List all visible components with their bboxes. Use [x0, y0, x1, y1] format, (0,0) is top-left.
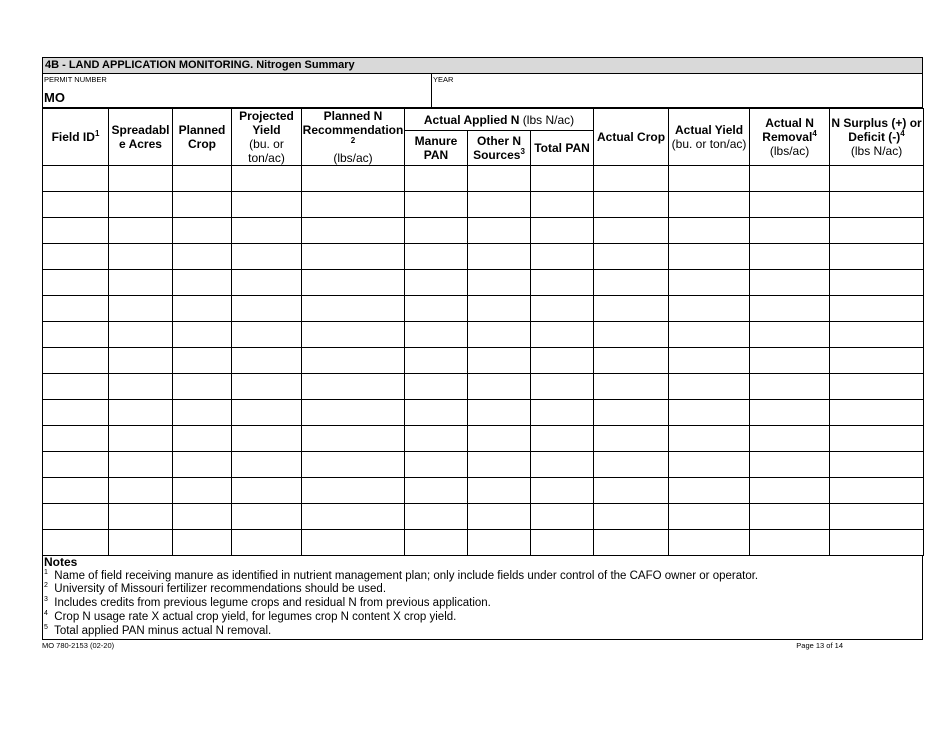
table-row: [43, 504, 924, 530]
nitrogen-summary-form: [42, 57, 923, 650]
header-field-id: Field $ID^1$: [43, 109, 109, 166]
table-cell[interactable]: [302, 452, 405, 478]
table-cell[interactable]: [405, 348, 468, 374]
note-5: $^5$ Total applied PAN minus actual N removal.: [44, 623, 272, 637]
table-row: [43, 244, 924, 270]
table-cell[interactable]: [302, 426, 405, 452]
table-cell[interactable]: [232, 192, 302, 218]
table-cell[interactable]: [594, 244, 669, 270]
table-cell[interactable]: [405, 452, 468, 478]
table-cell[interactable]: [830, 452, 924, 478]
notes-section: [42, 556, 923, 640]
table-row: [43, 270, 924, 296]
table-cell[interactable]: [531, 296, 594, 322]
table-cell[interactable]: [594, 348, 669, 374]
table-cell[interactable]: [594, 296, 669, 322]
table-row: [43, 166, 924, 192]
table-cell[interactable]: [109, 504, 173, 530]
table-cell[interactable]: [302, 400, 405, 426]
table-cell[interactable]: [669, 218, 750, 244]
table-cell[interactable]: [43, 504, 109, 530]
table-cell[interactable]: [750, 270, 830, 296]
table-cell[interactable]: [232, 374, 302, 400]
table-cell[interactable]: [302, 296, 405, 322]
table-row: [43, 400, 924, 426]
table-cell[interactable]: [405, 244, 468, 270]
table-cell[interactable]: [468, 322, 531, 348]
table-row: [43, 322, 924, 348]
table-cell[interactable]: [109, 478, 173, 504]
table-cell[interactable]: [232, 218, 302, 244]
table-cell[interactable]: [468, 348, 531, 374]
header-spreadable-acres: Spreadabl e Acres: [109, 109, 173, 166]
table-cell[interactable]: [173, 322, 232, 348]
table-cell[interactable]: [405, 270, 468, 296]
table-cell[interactable]: [669, 166, 750, 192]
table-cell[interactable]: [405, 400, 468, 426]
table-cell[interactable]: [531, 322, 594, 348]
header-manure-pan: Manure PAN: [405, 131, 468, 166]
table-cell[interactable]: [830, 426, 924, 452]
table-cell[interactable]: [830, 400, 924, 426]
notes-title: Notes: [44, 555, 78, 569]
table-cell[interactable]: [302, 192, 405, 218]
table-cell[interactable]: [405, 296, 468, 322]
table-cell[interactable]: [43, 478, 109, 504]
table-cell[interactable]: [830, 478, 924, 504]
table-cell[interactable]: [173, 192, 232, 218]
table-cell[interactable]: [750, 452, 830, 478]
table-cell[interactable]: [594, 504, 669, 530]
table-cell[interactable]: [750, 504, 830, 530]
table-cell[interactable]: [468, 218, 531, 244]
header-actual-yield: Actual Yield (bu. or ton/ac): [669, 109, 750, 166]
table-cell[interactable]: [750, 218, 830, 244]
table-cell[interactable]: [109, 270, 173, 296]
table-cell[interactable]: [669, 426, 750, 452]
table-cell[interactable]: [531, 192, 594, 218]
table-cell[interactable]: [232, 270, 302, 296]
table-cell[interactable]: [109, 244, 173, 270]
table-cell[interactable]: [468, 374, 531, 400]
header-projected-yield: Projected Yield (bu. or ton/ac): [232, 109, 302, 166]
table-cell[interactable]: [302, 348, 405, 374]
header-planned-crop: Planned Crop: [173, 109, 232, 166]
table-cell[interactable]: [669, 400, 750, 426]
table-cell[interactable]: [750, 426, 830, 452]
table-cell[interactable]: [173, 296, 232, 322]
table-cell[interactable]: [669, 374, 750, 400]
table-cell[interactable]: [669, 244, 750, 270]
table-cell[interactable]: [43, 452, 109, 478]
table-cell[interactable]: [232, 166, 302, 192]
table-cell[interactable]: [302, 478, 405, 504]
table-cell[interactable]: [669, 504, 750, 530]
permit-number-label: PERMIT NUMBER: [44, 75, 107, 84]
table-cell[interactable]: [232, 296, 302, 322]
table-cell[interactable]: [531, 166, 594, 192]
permit-year-row: [42, 73, 923, 108]
table-cell[interactable]: [43, 322, 109, 348]
table-cell[interactable]: [531, 244, 594, 270]
table-row: [43, 192, 924, 218]
table-cell[interactable]: [594, 426, 669, 452]
table-cell[interactable]: [173, 400, 232, 426]
table-cell[interactable]: [468, 478, 531, 504]
table-cell[interactable]: [173, 218, 232, 244]
table-cell[interactable]: [468, 244, 531, 270]
table-cell[interactable]: [750, 374, 830, 400]
table-cell[interactable]: [830, 374, 924, 400]
table-row: [43, 348, 924, 374]
table-cell[interactable]: [468, 296, 531, 322]
table-cell[interactable]: [750, 530, 830, 556]
table-cell[interactable]: [468, 452, 531, 478]
table-cell[interactable]: [531, 426, 594, 452]
table-cell[interactable]: [109, 400, 173, 426]
table-cell[interactable]: [669, 270, 750, 296]
table-cell[interactable]: [750, 166, 830, 192]
table-cell[interactable]: [109, 322, 173, 348]
table-cell[interactable]: [405, 478, 468, 504]
table-cell[interactable]: [43, 348, 109, 374]
table-cell[interactable]: [43, 166, 109, 192]
table-cell[interactable]: [830, 244, 924, 270]
table-cell[interactable]: [232, 322, 302, 348]
table-cell[interactable]: [405, 504, 468, 530]
table-row: [43, 374, 924, 400]
header-surplus-deficit: N Surplus (+) or Deficit $(-)^4$ (lbs N/ac): [830, 109, 924, 166]
note-1: $^1$ Name of field receiving manure as identified in nutrient management plan; only include fields under control of the CAFO owner or operator.: [44, 568, 759, 582]
table-cell[interactable]: [594, 192, 669, 218]
note-3: $^3$ Includes credits from previous legume crops and residual N from previous application.: [44, 596, 491, 610]
table-cell[interactable]: [750, 478, 830, 504]
table-cell[interactable]: [594, 530, 669, 556]
page-footer: [42, 641, 923, 650]
table-cell[interactable]: [109, 192, 173, 218]
table-cell[interactable]: [109, 296, 173, 322]
table-cell[interactable]: [830, 504, 924, 530]
note-2: $^2$ University of Missouri fertilizer recommendations should be used.: [44, 582, 387, 596]
table-cell[interactable]: [109, 452, 173, 478]
table-cell[interactable]: [109, 166, 173, 192]
table-cell[interactable]: [594, 218, 669, 244]
table-cell[interactable]: [669, 296, 750, 322]
table-cell[interactable]: [302, 270, 405, 296]
table-cell[interactable]: [109, 348, 173, 374]
table-cell[interactable]: [232, 400, 302, 426]
table-cell[interactable]: [594, 452, 669, 478]
table-row: [43, 218, 924, 244]
table-cell[interactable]: [594, 400, 669, 426]
table-cell[interactable]: [302, 322, 405, 348]
table-cell[interactable]: [405, 530, 468, 556]
table-cell[interactable]: [594, 374, 669, 400]
table-cell[interactable]: [531, 218, 594, 244]
table-cell[interactable]: [405, 426, 468, 452]
header-planned-n: Planned N Recommendation $^2$ (lbs/ac): [302, 109, 404, 165]
table-cell[interactable]: [594, 270, 669, 296]
table-cell[interactable]: [531, 348, 594, 374]
table-row: [43, 478, 924, 504]
table-cell[interactable]: [669, 530, 750, 556]
table-cell[interactable]: [750, 400, 830, 426]
table-cell[interactable]: [232, 504, 302, 530]
page-number: Page 13 of 14: [796, 641, 843, 650]
table-cell[interactable]: [43, 218, 109, 244]
table-cell[interactable]: [531, 478, 594, 504]
table-cell[interactable]: [232, 426, 302, 452]
table-cell[interactable]: [232, 478, 302, 504]
table-cell[interactable]: [173, 530, 232, 556]
table-cell[interactable]: [594, 166, 669, 192]
table-cell[interactable]: [173, 244, 232, 270]
table-cell[interactable]: [232, 348, 302, 374]
table-cell[interactable]: [750, 322, 830, 348]
permit-number-field[interactable]: [43, 74, 432, 107]
table-cell[interactable]: [468, 426, 531, 452]
table-cell[interactable]: [669, 452, 750, 478]
permit-number-value: MO: [44, 90, 65, 105]
table-cell[interactable]: [173, 166, 232, 192]
table-cell[interactable]: [232, 244, 302, 270]
table-cell[interactable]: [669, 478, 750, 504]
header-actual-applied-n: Actual Applied N (lbs N/ac): [405, 109, 594, 131]
table-cell[interactable]: [750, 244, 830, 270]
table-cell[interactable]: [468, 192, 531, 218]
table-cell[interactable]: [468, 270, 531, 296]
table-cell[interactable]: [750, 296, 830, 322]
table-cell[interactable]: [232, 530, 302, 556]
table-cell[interactable]: [173, 426, 232, 452]
table-cell[interactable]: [302, 218, 405, 244]
table-cell[interactable]: [173, 452, 232, 478]
note-4: $^4$ Crop N usage rate X actual crop yield, for legumes crop N content X crop yield.: [44, 609, 457, 623]
year-field[interactable]: [432, 74, 922, 107]
table-cell[interactable]: [405, 322, 468, 348]
table-cell[interactable]: [43, 270, 109, 296]
table-cell[interactable]: [531, 374, 594, 400]
table-cell[interactable]: [669, 322, 750, 348]
table-cell[interactable]: [405, 192, 468, 218]
table-cell[interactable]: [531, 530, 594, 556]
table-cell[interactable]: [750, 192, 830, 218]
table-cell[interactable]: [173, 270, 232, 296]
data-rows: [43, 166, 924, 556]
table-cell[interactable]: [302, 244, 405, 270]
year-label: YEAR: [433, 75, 454, 84]
table-cell[interactable]: [594, 478, 669, 504]
table-cell[interactable]: [43, 192, 109, 218]
table-cell[interactable]: [173, 504, 232, 530]
table-cell[interactable]: [830, 530, 924, 556]
table-cell[interactable]: [43, 530, 109, 556]
header-actual-crop: Actual Crop: [594, 109, 669, 166]
table-cell[interactable]: [173, 348, 232, 374]
table-cell[interactable]: [468, 166, 531, 192]
table-cell[interactable]: [302, 504, 405, 530]
table-cell[interactable]: [109, 426, 173, 452]
table-cell[interactable]: [405, 374, 468, 400]
nitrogen-summary-table: [42, 108, 924, 556]
table-cell[interactable]: [232, 452, 302, 478]
table-cell[interactable]: [405, 218, 468, 244]
table-cell[interactable]: [109, 530, 173, 556]
table-cell[interactable]: [468, 530, 531, 556]
section-title: 4B - LAND APPLICATION MONITORING. Nitrogen Summary: [42, 57, 923, 73]
table-cell[interactable]: [750, 348, 830, 374]
table-cell[interactable]: [531, 400, 594, 426]
table-row: [43, 530, 924, 556]
table-cell[interactable]: [531, 270, 594, 296]
table-cell[interactable]: [302, 530, 405, 556]
table-cell[interactable]: [43, 296, 109, 322]
table-cell[interactable]: [173, 478, 232, 504]
header-total-pan: Total PAN: [531, 131, 594, 166]
table-row: [43, 296, 924, 322]
table-cell[interactable]: [109, 218, 173, 244]
table-cell[interactable]: [43, 374, 109, 400]
table-cell[interactable]: [405, 166, 468, 192]
table-cell[interactable]: [109, 374, 173, 400]
header-other-n-sources: Other N Sources$^3$: [468, 131, 531, 166]
header-actual-n-removal: Actual N Removal$^4$ (lbs/ac): [750, 109, 830, 166]
table-cell[interactable]: [830, 296, 924, 322]
table-cell[interactable]: [830, 348, 924, 374]
table-cell[interactable]: [302, 374, 405, 400]
table-cell[interactable]: [531, 452, 594, 478]
table-cell[interactable]: [173, 374, 232, 400]
table-cell[interactable]: [830, 166, 924, 192]
table-cell[interactable]: [302, 166, 405, 192]
table-cell[interactable]: [830, 218, 924, 244]
table-cell[interactable]: [531, 504, 594, 530]
table-cell[interactable]: [43, 400, 109, 426]
table-cell[interactable]: [830, 322, 924, 348]
table-cell[interactable]: [43, 426, 109, 452]
table-cell[interactable]: [43, 244, 109, 270]
table-cell[interactable]: [468, 504, 531, 530]
table-cell[interactable]: [468, 400, 531, 426]
table-cell[interactable]: [594, 322, 669, 348]
form-number: MO 780-2153 (02-20): [42, 641, 115, 650]
table-cell[interactable]: [830, 192, 924, 218]
table-cell[interactable]: [669, 348, 750, 374]
table-cell[interactable]: [669, 192, 750, 218]
table-cell[interactable]: [830, 270, 924, 296]
table-row: [43, 452, 924, 478]
table-row: [43, 426, 924, 452]
